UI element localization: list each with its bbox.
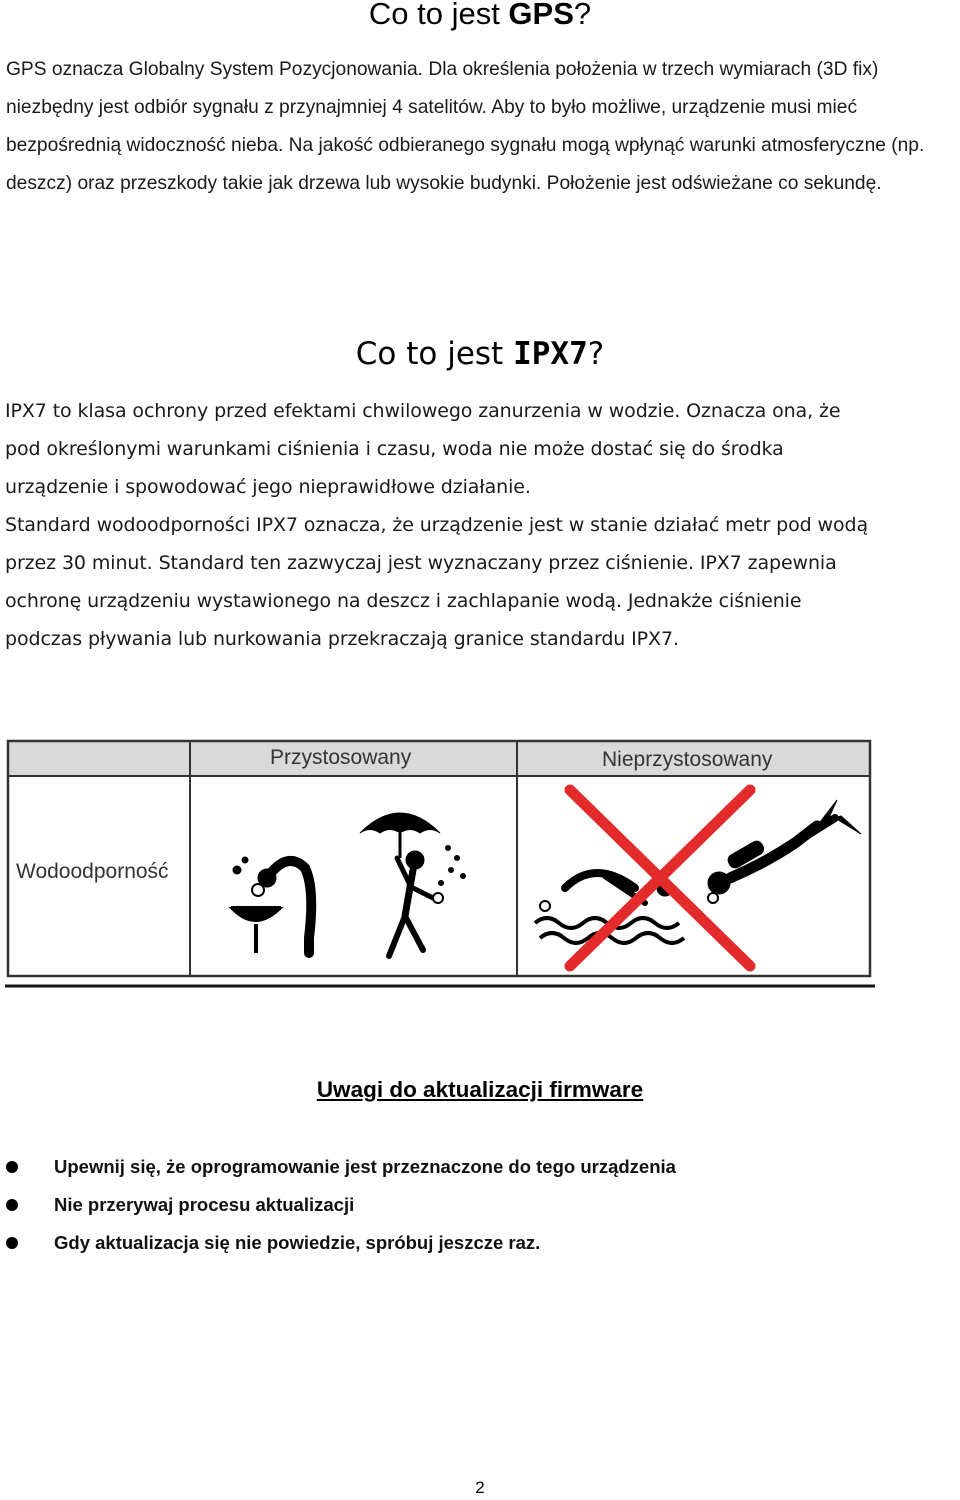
bullet-icon <box>6 1199 18 1211</box>
list-item <box>0 1148 960 1186</box>
firmware-notes-list <box>0 1148 960 1262</box>
column-header-suitable: Przystosowany <box>270 746 412 769</box>
gps-heading-prefix: Co to jest <box>368 0 509 31</box>
ipx7-line: urządzenie i spowodować jego nieprawidłowe działanie. <box>5 476 531 498</box>
list-item-text: Nie przerywaj procesu aktualizacji <box>54 1194 355 1215</box>
firmware-heading: Uwagi do aktualizacji firmware <box>316 1077 644 1102</box>
list-item <box>0 1186 960 1224</box>
row-label-waterproof: Wodoodporność <box>16 860 169 883</box>
ipx7-line: podczas pływania lub nurkowania przekraczają granice standardu IPX7. <box>5 628 679 650</box>
ipx7-line: ochronę urządzeniu wystawionego na deszcz i zachlapanie wodą. Jednakże ciśnienie <box>5 590 802 612</box>
ipx7-heading-prefix: Co to jest <box>355 336 514 372</box>
page-number: 2 <box>475 1478 485 1497</box>
ipx7-heading <box>0 334 960 374</box>
bullet-icon <box>6 1161 18 1173</box>
waterproof-table <box>5 738 875 988</box>
list-item <box>0 1224 960 1262</box>
bullet-icon <box>6 1237 18 1249</box>
splash-icon <box>231 857 311 953</box>
column-header-unsuitable: Nieprzystosowany <box>602 748 773 771</box>
gps-heading-suffix: ? <box>573 0 592 31</box>
ipx7-line: Standard wodoodporności IPX7 oznacza, że urządzenie jest w stanie działać metr pod wodą <box>5 514 868 536</box>
gps-heading <box>0 0 960 34</box>
ipx7-line: pod określonymi warunkami ciśnienia i czasu, woda nie może dostać się do środka <box>5 438 784 460</box>
ipx7-line: IPX7 to klasa ochrony przed efektami chwilowego zanurzenia w wodzie. Oznacza ona, że <box>5 400 841 422</box>
list-item-text: Upewnij się, że oprogramowanie jest przeznaczone do tego urządzenia <box>54 1156 676 1177</box>
gps-paragraph: GPS oznacza Globalny System Pozycjonowania. Dla określenia położenia w trzech wymiarach (3D fix) niezbędny jest odbiór sygnału z przynajmniej 4 satelitów. Aby to było możliwe, urządzenie musi mieć bezpośrednią widoczność nieba. Na jakość odbieranego sygnału mogą wpłynąć warunki atmosferyczne (np. deszcz) oraz przeszkody takie jak drzewa lub wysokie budynki. Położenie jest odświeżane co sekundę. <box>6 59 925 194</box>
ipx7-paragraph <box>5 392 960 658</box>
list-item-text: Gdy aktualizacja się nie powiedzie, spróbuj jeszcze raz. <box>54 1232 541 1253</box>
umbrella-rain-icon <box>360 813 466 956</box>
ipx7-line: przez 30 minut. Standard ten zazwyczaj jest wyznaczany przez ciśnienie. IPX7 zapewnia <box>5 552 837 574</box>
ipx7-heading-suffix: ? <box>587 336 605 372</box>
gps-heading-bold: GPS <box>508 0 574 31</box>
ipx7-heading-bold: IPX7 <box>513 336 588 372</box>
